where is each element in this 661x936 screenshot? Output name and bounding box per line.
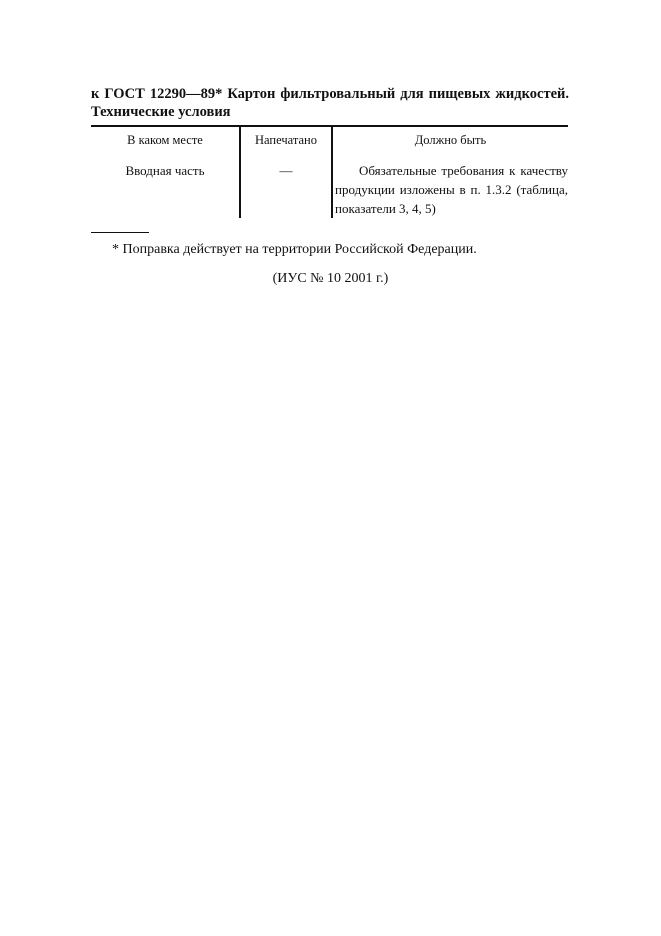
header-location: В каком месте bbox=[127, 133, 203, 147]
amendment-table bbox=[91, 125, 568, 218]
cell-location: Вводная часть bbox=[125, 163, 205, 178]
footnote: * Поправка действует на территории Российской Федерации. bbox=[112, 242, 477, 257]
cell-should-be: Обязательные требования к качеству продукции изложены в п. 1.3.2 (таблица, показатели 3, 4, 5) bbox=[335, 163, 568, 216]
cell-printed: — bbox=[279, 163, 293, 178]
header-printed: Напечатано bbox=[255, 133, 317, 147]
source-reference: (ИУС № 10 2001 г.) bbox=[272, 271, 389, 286]
header-should-be: Должно быть bbox=[414, 133, 487, 147]
footnote-separator bbox=[91, 232, 149, 233]
document-title: к ГОСТ 12290—89* Картон фильтровальный для пищевых жидкостей. Технические условия bbox=[91, 86, 569, 120]
